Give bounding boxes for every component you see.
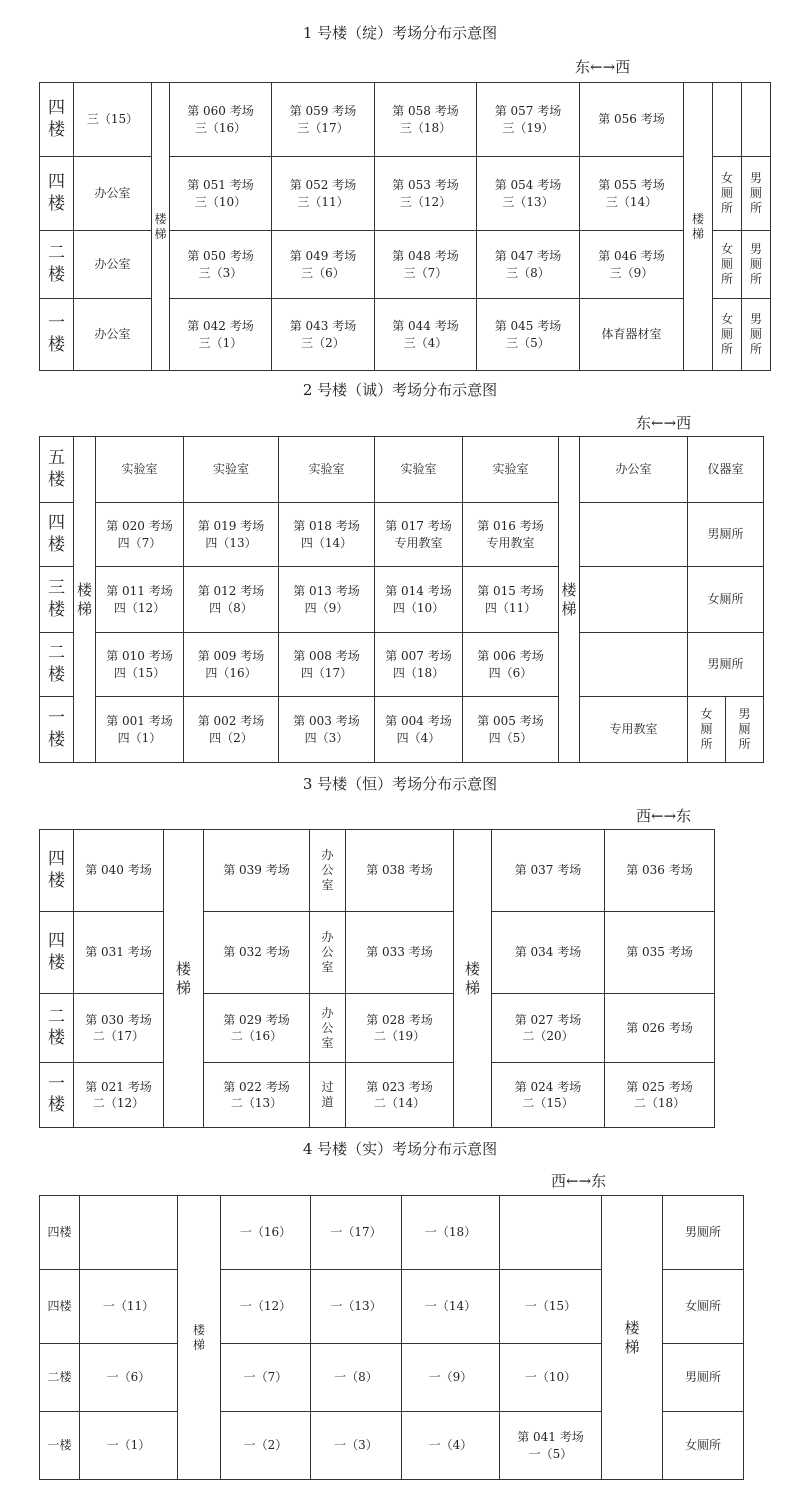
b4-room (80, 1196, 178, 1270)
b4-room: 一（1） (80, 1412, 178, 1480)
b1-room: 第 043 考场 三（2） (272, 299, 375, 371)
b4-room: 一（15） (500, 1270, 602, 1344)
b1-office: 办公室 (74, 231, 152, 299)
b4-floor-label: 四楼 (40, 1270, 80, 1344)
b2-room: 第 018 考场 四（14） (279, 503, 375, 567)
b3-room: 第 035 考场 (605, 912, 715, 994)
b2-floor-label: 一楼 (40, 697, 74, 763)
b1-toilet-f: 女厕所 (713, 157, 742, 231)
b1-room: 第 058 考场 三（18） (375, 83, 477, 157)
b3-room: 第 026 考场 (605, 994, 715, 1063)
b1-room: 第 051 考场 三（10） (170, 157, 272, 231)
b2-room: 第 013 考场 四（9） (279, 567, 375, 633)
b1-floor-label: 四楼 (40, 83, 74, 157)
b1-room: 第 045 考场 三（5） (477, 299, 580, 371)
b3-room: 第 033 考场 (346, 912, 454, 994)
b1-room: 第 047 考场 三（8） (477, 231, 580, 299)
b1-title: 1 号楼（绽）考场分布示意图 (302, 24, 498, 42)
b4-floor-label: 二楼 (40, 1344, 80, 1412)
b2-room: 第 014 考场 四（10） (375, 567, 463, 633)
b3-room: 第 037 考场 (492, 830, 605, 912)
b4-toilet: 男厕所 (663, 1344, 744, 1412)
b2-empty-cell (580, 633, 688, 697)
b2-lab: 实验室 (375, 437, 463, 503)
b4-direction: 西←→东 (551, 1172, 607, 1190)
b3-room: 第 023 考场 二（14） (346, 1063, 454, 1128)
b2-floor-label: 二楼 (40, 633, 74, 697)
b4-room: 一（11） (80, 1270, 178, 1344)
b2-office: 办公室 (580, 437, 688, 503)
b4-room: 一（8） (311, 1344, 402, 1412)
b4-room: 一（13） (311, 1270, 402, 1344)
b1-toilet-m: 男厕所 (742, 231, 771, 299)
b3-room: 第 039 考场 (204, 830, 310, 912)
b2-room: 第 016 考场 专用教室 (463, 503, 559, 567)
b3-corridor: 过道 (310, 1063, 346, 1128)
b1-room: 第 044 考场 三（4） (375, 299, 477, 371)
b3-room: 第 028 考场 二（19） (346, 994, 454, 1063)
b2-room: 第 004 考场 四（4） (375, 697, 463, 763)
b1-room: 第 048 考场 三（7） (375, 231, 477, 299)
b4-room: 一（4） (402, 1412, 500, 1480)
b4-room: 一（7） (221, 1344, 311, 1412)
b4-plan (39, 1195, 744, 1480)
b3-floor-label: 二楼 (40, 994, 74, 1063)
b2-floor-label: 五楼 (40, 437, 74, 503)
b1-toilet-f: 女厕所 (713, 231, 742, 299)
b1-room: 第 049 考场 三（6） (272, 231, 375, 299)
b3-stairs-right: 楼梯 (454, 830, 492, 1128)
b3-room: 第 021 考场 二（12） (74, 1063, 164, 1128)
b3-room: 第 036 考场 (605, 830, 715, 912)
b2-room: 第 012 考场 四（8） (184, 567, 279, 633)
b1-floor-label: 二楼 (40, 231, 74, 299)
b2-empty-cell (580, 503, 688, 567)
b1-room: 第 042 考场 三（1） (170, 299, 272, 371)
b1-plan (39, 82, 771, 371)
b3-room: 第 030 考场 二（17） (74, 994, 164, 1063)
b1-room: 第 054 考场 三（13） (477, 157, 580, 231)
b2-room: 第 007 考场 四（18） (375, 633, 463, 697)
b4-toilet: 男厕所 (663, 1196, 744, 1270)
b2-lab: 实验室 (96, 437, 184, 503)
b3-room: 第 022 考场 二（13） (204, 1063, 310, 1128)
b3-room: 第 038 考场 (346, 830, 454, 912)
b4-stairs-left: 楼梯 (178, 1196, 221, 1480)
b1-stairs-right: 楼梯 (684, 83, 713, 371)
b4-room: 第 041 考场 一（5） (500, 1412, 602, 1480)
b3-office: 办公室 (310, 830, 346, 912)
b2-toilet: 女厕所 (688, 567, 764, 633)
b2-room: 第 005 考场 四（5） (463, 697, 559, 763)
b1-room: 第 050 考场 三（3） (170, 231, 272, 299)
b2-stairs-right: 楼梯 (559, 437, 580, 763)
b1-toilet-m: 男厕所 (742, 157, 771, 231)
b1-room: 第 059 考场 三（17） (272, 83, 375, 157)
b1-room: 第 053 考场 三（12） (375, 157, 477, 231)
b3-direction: 西←→东 (636, 807, 692, 825)
b2-plan (39, 436, 764, 763)
b2-direction: 东←→西 (636, 414, 692, 432)
b2-room: 第 001 考场 四（1） (96, 697, 184, 763)
b4-room: 一（12） (221, 1270, 311, 1344)
b1-office: 办公室 (74, 299, 152, 371)
b3-room: 第 040 考场 (74, 830, 164, 912)
b2-toilet-f: 女厕所 (688, 697, 726, 763)
b4-toilet: 女厕所 (663, 1412, 744, 1480)
b2-title: 2 号楼（诚）考场分布示意图 (302, 381, 498, 399)
b2-room: 第 019 考场 四（13） (184, 503, 279, 567)
b1-room: 第 057 考场 三（19） (477, 83, 580, 157)
b1-room: 第 052 考场 三（11） (272, 157, 375, 231)
b3-room: 第 025 考场 二（18） (605, 1063, 715, 1128)
b3-stairs-left: 楼梯 (164, 830, 204, 1128)
b4-title: 4 号楼（实）考场分布示意图 (302, 1140, 498, 1158)
b3-floor-label: 四楼 (40, 912, 74, 994)
b3-room: 第 027 考场 二（20） (492, 994, 605, 1063)
b2-room: 第 010 考场 四（15） (96, 633, 184, 697)
b4-room: 一（9） (402, 1344, 500, 1412)
b1-toilet-m: 男厕所 (742, 299, 771, 371)
b2-floor-label: 四楼 (40, 503, 74, 567)
b1-floor-label: 四楼 (40, 157, 74, 231)
b2-room: 第 020 考场 四（7） (96, 503, 184, 567)
b4-floor-label: 四楼 (40, 1196, 80, 1270)
b2-room: 第 006 考场 四（6） (463, 633, 559, 697)
b2-room: 第 009 考场 四（16） (184, 633, 279, 697)
b3-office: 办公室 (310, 912, 346, 994)
b2-room: 第 015 考场 四（11） (463, 567, 559, 633)
b1-room: 第 056 考场 (580, 83, 684, 157)
b3-room: 第 034 考场 (492, 912, 605, 994)
b2-lab: 实验室 (184, 437, 279, 503)
b1-office: 办公室 (74, 157, 152, 231)
b4-room: 一（17） (311, 1196, 402, 1270)
b3-room: 第 031 考场 (74, 912, 164, 994)
b1-room: 第 055 考场 三（14） (580, 157, 684, 231)
b4-room: 一（3） (311, 1412, 402, 1480)
b2-room: 第 002 考场 四（2） (184, 697, 279, 763)
b1-equipment-room: 体育器材室 (580, 299, 684, 371)
b3-office: 办公室 (310, 994, 346, 1063)
b2-toilet: 男厕所 (688, 633, 764, 697)
b2-stairs-left: 楼梯 (74, 437, 96, 763)
b1-room: 第 046 考场 三（9） (580, 231, 684, 299)
b1-floor-label: 一楼 (40, 299, 74, 371)
b1-empty-cell (742, 83, 771, 157)
b4-room: 一（18） (402, 1196, 500, 1270)
b2-toilet: 男厕所 (688, 503, 764, 567)
b3-floor-label: 四楼 (40, 830, 74, 912)
b4-room (500, 1196, 602, 1270)
b2-room: 第 017 考场 专用教室 (375, 503, 463, 567)
b2-instrument-room: 仪器室 (688, 437, 764, 503)
b1-side-room: 三（15） (74, 83, 152, 157)
b4-room: 一（16） (221, 1196, 311, 1270)
b1-stairs-left: 楼梯 (152, 83, 170, 371)
b1-toilet-f: 女厕所 (713, 299, 742, 371)
b2-empty-cell (580, 567, 688, 633)
b3-room: 第 029 考场 二（16） (204, 994, 310, 1063)
b1-empty-cell (713, 83, 742, 157)
b2-lab: 实验室 (463, 437, 559, 503)
b4-room: 一（6） (80, 1344, 178, 1412)
b2-special-room: 专用教室 (580, 697, 688, 763)
b4-room: 一（14） (402, 1270, 500, 1344)
b4-toilet: 女厕所 (663, 1270, 744, 1344)
b3-floor-label: 一楼 (40, 1063, 74, 1128)
b1-room: 第 060 考场 三（16） (170, 83, 272, 157)
b3-room: 第 032 考场 (204, 912, 310, 994)
b2-floor-label: 三楼 (40, 567, 74, 633)
b4-room: 一（2） (221, 1412, 311, 1480)
b2-room: 第 011 考场 四（12） (96, 567, 184, 633)
b4-room: 一（10） (500, 1344, 602, 1412)
b3-room: 第 024 考场 二（15） (492, 1063, 605, 1128)
b3-plan (39, 829, 715, 1128)
b4-floor-label: 一楼 (40, 1412, 80, 1480)
b2-toilet-m: 男厕所 (726, 697, 764, 763)
b3-title: 3 号楼（恒）考场分布示意图 (302, 775, 498, 793)
b1-direction: 东←→西 (575, 58, 631, 76)
b2-room: 第 008 考场 四（17） (279, 633, 375, 697)
b2-room: 第 003 考场 四（3） (279, 697, 375, 763)
b4-stairs-right: 楼梯 (602, 1196, 663, 1480)
b2-lab: 实验室 (279, 437, 375, 503)
